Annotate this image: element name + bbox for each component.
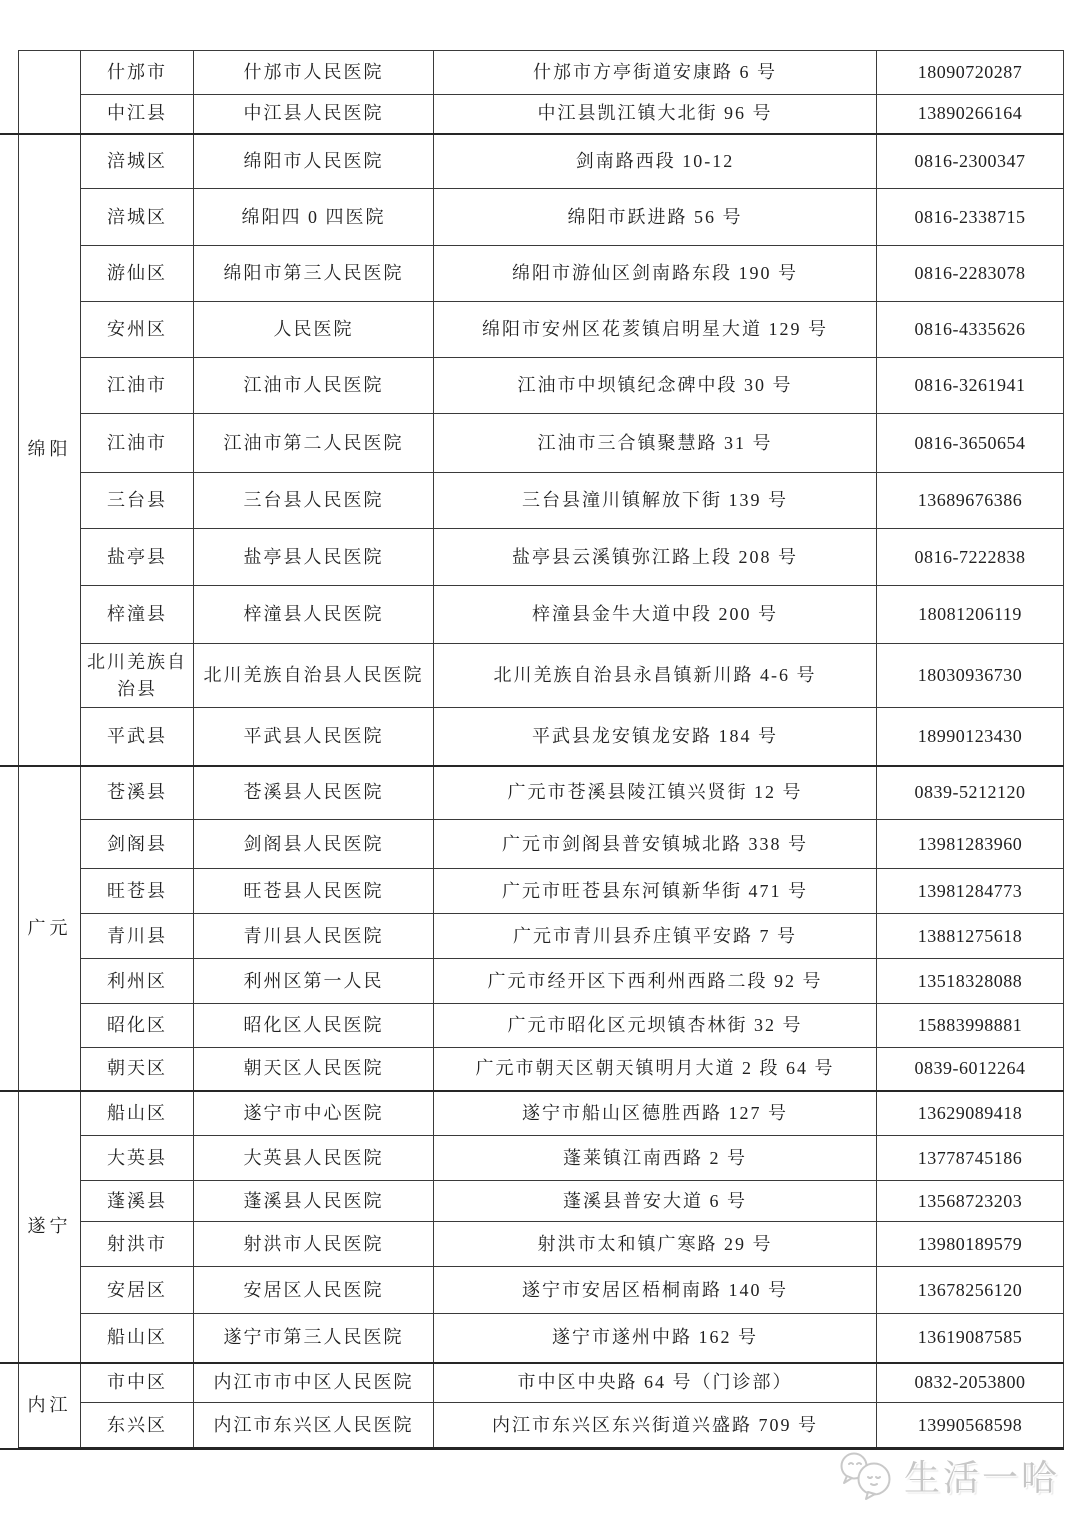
table-row [19,820,1064,869]
district-cell: 利州区 [81,959,194,1004]
phone-cell: 0816-2283078 [877,246,1064,302]
hospital-cell: 内江市东兴区人民医院 [194,1403,434,1449]
table-row [19,1314,1064,1363]
group-divider-stub [0,1362,20,1365]
address-cell: 平武县龙安镇龙安路 184 号 [434,708,877,766]
phone-cell: 13990568598 [877,1403,1064,1449]
phone-cell: 13619087585 [877,1314,1064,1363]
hospital-table [18,50,1064,1450]
district-cell: 市中区 [81,1363,194,1403]
address-cell: 遂宁市船山区德胜西路 127 号 [434,1091,877,1136]
hospital-cell: 江油市人民医院 [194,358,434,414]
table-row [19,914,1064,959]
district-cell: 三台县 [81,473,194,529]
address-cell: 广元市苍溪县陵江镇兴贤街 12 号 [434,766,877,820]
district-cell: 苍溪县 [81,766,194,820]
district-cell: 江油市 [81,358,194,414]
address-cell: 蓬莱镇江南西路 2 号 [434,1136,877,1181]
district-cell: 剑阁县 [81,820,194,869]
hospital-cell: 剑阁县人民医院 [194,820,434,869]
address-cell: 什邡市方亭街道安康路 6 号 [434,51,877,95]
phone-cell: 0816-2338715 [877,189,1064,246]
district-cell: 船山区 [81,1314,194,1363]
table-row [19,586,1064,644]
hospital-cell: 人民医院 [194,302,434,358]
address-cell: 三台县潼川镇解放下街 139 号 [434,473,877,529]
city-group-cell: 绵阳 [19,134,81,766]
watermark-brand-text: 生活一哈 [903,1458,1060,1498]
district-cell: 安居区 [81,1267,194,1314]
district-cell: 涪城区 [81,134,194,189]
table-row [19,134,1064,189]
hospital-cell: 青川县人民医院 [194,914,434,959]
phone-cell: 18030936730 [877,644,1064,708]
address-cell: 绵阳市安州区花荄镇启明星大道 129 号 [434,302,877,358]
district-cell: 涪城区 [81,189,194,246]
hospital-cell: 安居区人民医院 [194,1267,434,1314]
address-cell: 剑南路西段 10-12 [434,134,877,189]
district-cell: 什邡市 [81,51,194,95]
phone-cell: 0816-7222838 [877,529,1064,586]
group-divider-stub [0,765,20,768]
city-group-cell [19,51,81,134]
table-row [19,1363,1064,1403]
phone-cell: 15883998881 [877,1004,1064,1048]
table-row [19,1181,1064,1222]
district-cell: 中江县 [81,95,194,134]
phone-cell: 18090720287 [877,51,1064,95]
address-cell: 广元市剑阁县普安镇城北路 338 号 [434,820,877,869]
district-cell: 江油市 [81,414,194,473]
district-cell: 射洪市 [81,1222,194,1267]
hospital-cell: 遂宁市第三人民医院 [194,1314,434,1363]
hospital-cell: 什邡市人民医院 [194,51,434,95]
phone-cell: 13568723203 [877,1181,1064,1222]
phone-cell: 0839-5212120 [877,766,1064,820]
hospital-cell: 平武县人民医院 [194,708,434,766]
table-row [19,1403,1064,1449]
address-cell: 蓬溪县普安大道 6 号 [434,1181,877,1222]
phone-cell: 0816-2300347 [877,134,1064,189]
district-cell: 昭化区 [81,1004,194,1048]
hospital-cell: 蓬溪县人民医院 [194,1181,434,1222]
hospital-cell: 绵阳市第三人民医院 [194,246,434,302]
table-row [19,1267,1064,1314]
group-divider-stub [0,133,20,136]
address-cell: 广元市经开区下西利州西路二段 92 号 [434,959,877,1004]
address-cell: 绵阳市游仙区剑南路东段 190 号 [434,246,877,302]
district-cell: 安州区 [81,302,194,358]
hospital-cell: 昭化区人民医院 [194,1004,434,1048]
address-cell: 广元市昭化区元坝镇杏林街 32 号 [434,1004,877,1048]
address-cell: 内江市东兴区东兴街道兴盛路 709 号 [434,1403,877,1449]
group-divider-stub [0,1090,20,1093]
district-cell: 蓬溪县 [81,1181,194,1222]
table-row [19,246,1064,302]
district-cell: 平武县 [81,708,194,766]
phone-cell: 13778745186 [877,1136,1064,1181]
phone-cell: 13890266164 [877,95,1064,134]
address-cell: 北川羌族自治县永昌镇新川路 4-6 号 [434,644,877,708]
phone-cell: 13678256120 [877,1267,1064,1314]
phone-cell: 13881275618 [877,914,1064,959]
hospital-cell: 三台县人民医院 [194,473,434,529]
district-cell: 盐亭县 [81,529,194,586]
phone-cell: 18990123430 [877,708,1064,766]
table-row [19,302,1064,358]
hospital-cell: 江油市第二人民医院 [194,414,434,473]
address-cell: 广元市青川县乔庄镇平安路 7 号 [434,914,877,959]
phone-cell: 0832-2053800 [877,1363,1064,1403]
table-row [19,644,1064,708]
table-row [19,1004,1064,1048]
table-row [19,708,1064,766]
address-cell: 江油市中坝镇纪念碑中段 30 号 [434,358,877,414]
phone-cell: 13629089418 [877,1091,1064,1136]
hospital-cell: 中江县人民医院 [194,95,434,134]
phone-cell: 13981284773 [877,869,1064,914]
hospital-cell: 绵阳市人民医院 [194,134,434,189]
table-row [19,529,1064,586]
address-cell: 江油市三合镇聚慧路 31 号 [434,414,877,473]
hospital-cell: 内江市市中区人民医院 [194,1363,434,1403]
city-group-cell: 遂宁 [19,1091,81,1363]
phone-cell: 0816-4335626 [877,302,1064,358]
city-group-cell: 广元 [19,766,81,1091]
phone-cell: 0816-3261941 [877,358,1064,414]
district-cell: 梓潼县 [81,586,194,644]
table-row [19,959,1064,1004]
hospital-cell: 射洪市人民医院 [194,1222,434,1267]
address-cell: 广元市朝天区朝天镇明月大道 2 段 64 号 [434,1048,877,1091]
group-divider-stub [0,1448,20,1451]
phone-cell: 13981283960 [877,820,1064,869]
address-cell: 中江县凯江镇大北街 96 号 [434,95,877,134]
district-cell: 游仙区 [81,246,194,302]
table-row [19,1048,1064,1091]
table-row [19,414,1064,473]
phone-cell: 13518328088 [877,959,1064,1004]
phone-cell: 0816-3650654 [877,414,1064,473]
table-row [19,766,1064,820]
table-row [19,869,1064,914]
hospital-cell: 绵阳四 0 四医院 [194,189,434,246]
district-cell: 朝天区 [81,1048,194,1091]
address-cell: 射洪市太和镇广寒路 29 号 [434,1222,877,1267]
chat-bubbles-icon [838,1451,896,1501]
district-cell: 旺苍县 [81,869,194,914]
district-cell: 北川羌族自治县 [81,644,194,708]
address-cell: 遂宁市遂州中路 162 号 [434,1314,877,1363]
hospital-cell: 旺苍县人民医院 [194,869,434,914]
table-row [19,358,1064,414]
table-row [19,1136,1064,1181]
table-row [19,51,1064,95]
address-cell: 盐亭县云溪镇弥江路上段 208 号 [434,529,877,586]
address-cell: 绵阳市跃进路 56 号 [434,189,877,246]
address-cell: 广元市旺苍县东河镇新华街 471 号 [434,869,877,914]
address-cell: 遂宁市安居区梧桐南路 140 号 [434,1267,877,1314]
hospital-cell: 利州区第一人民 [194,959,434,1004]
phone-cell: 18081206119 [877,586,1064,644]
phone-cell: 13689676386 [877,473,1064,529]
hospital-cell: 北川羌族自治县人民医院 [194,644,434,708]
hospital-cell: 梓潼县人民医院 [194,586,434,644]
district-cell: 青川县 [81,914,194,959]
table-row [19,95,1064,134]
address-cell: 市中区中央路 64 号（门诊部） [434,1363,877,1403]
table-row [19,473,1064,529]
watermark [838,1450,1060,1501]
hospital-cell: 朝天区人民医院 [194,1048,434,1091]
table-row [19,189,1064,246]
address-cell: 梓潼县金牛大道中段 200 号 [434,586,877,644]
phone-cell: 13980189579 [877,1222,1064,1267]
district-cell: 东兴区 [81,1403,194,1449]
district-cell: 大英县 [81,1136,194,1181]
table-row [19,1222,1064,1267]
table-row [19,1091,1064,1136]
phone-cell: 0839-6012264 [877,1048,1064,1091]
city-group-cell: 内江 [19,1363,81,1449]
district-cell: 船山区 [81,1091,194,1136]
hospital-table-body [19,51,1064,1449]
hospital-cell: 苍溪县人民医院 [194,766,434,820]
hospital-cell: 大英县人民医院 [194,1136,434,1181]
hospital-cell: 盐亭县人民医院 [194,529,434,586]
hospital-cell: 遂宁市中心医院 [194,1091,434,1136]
